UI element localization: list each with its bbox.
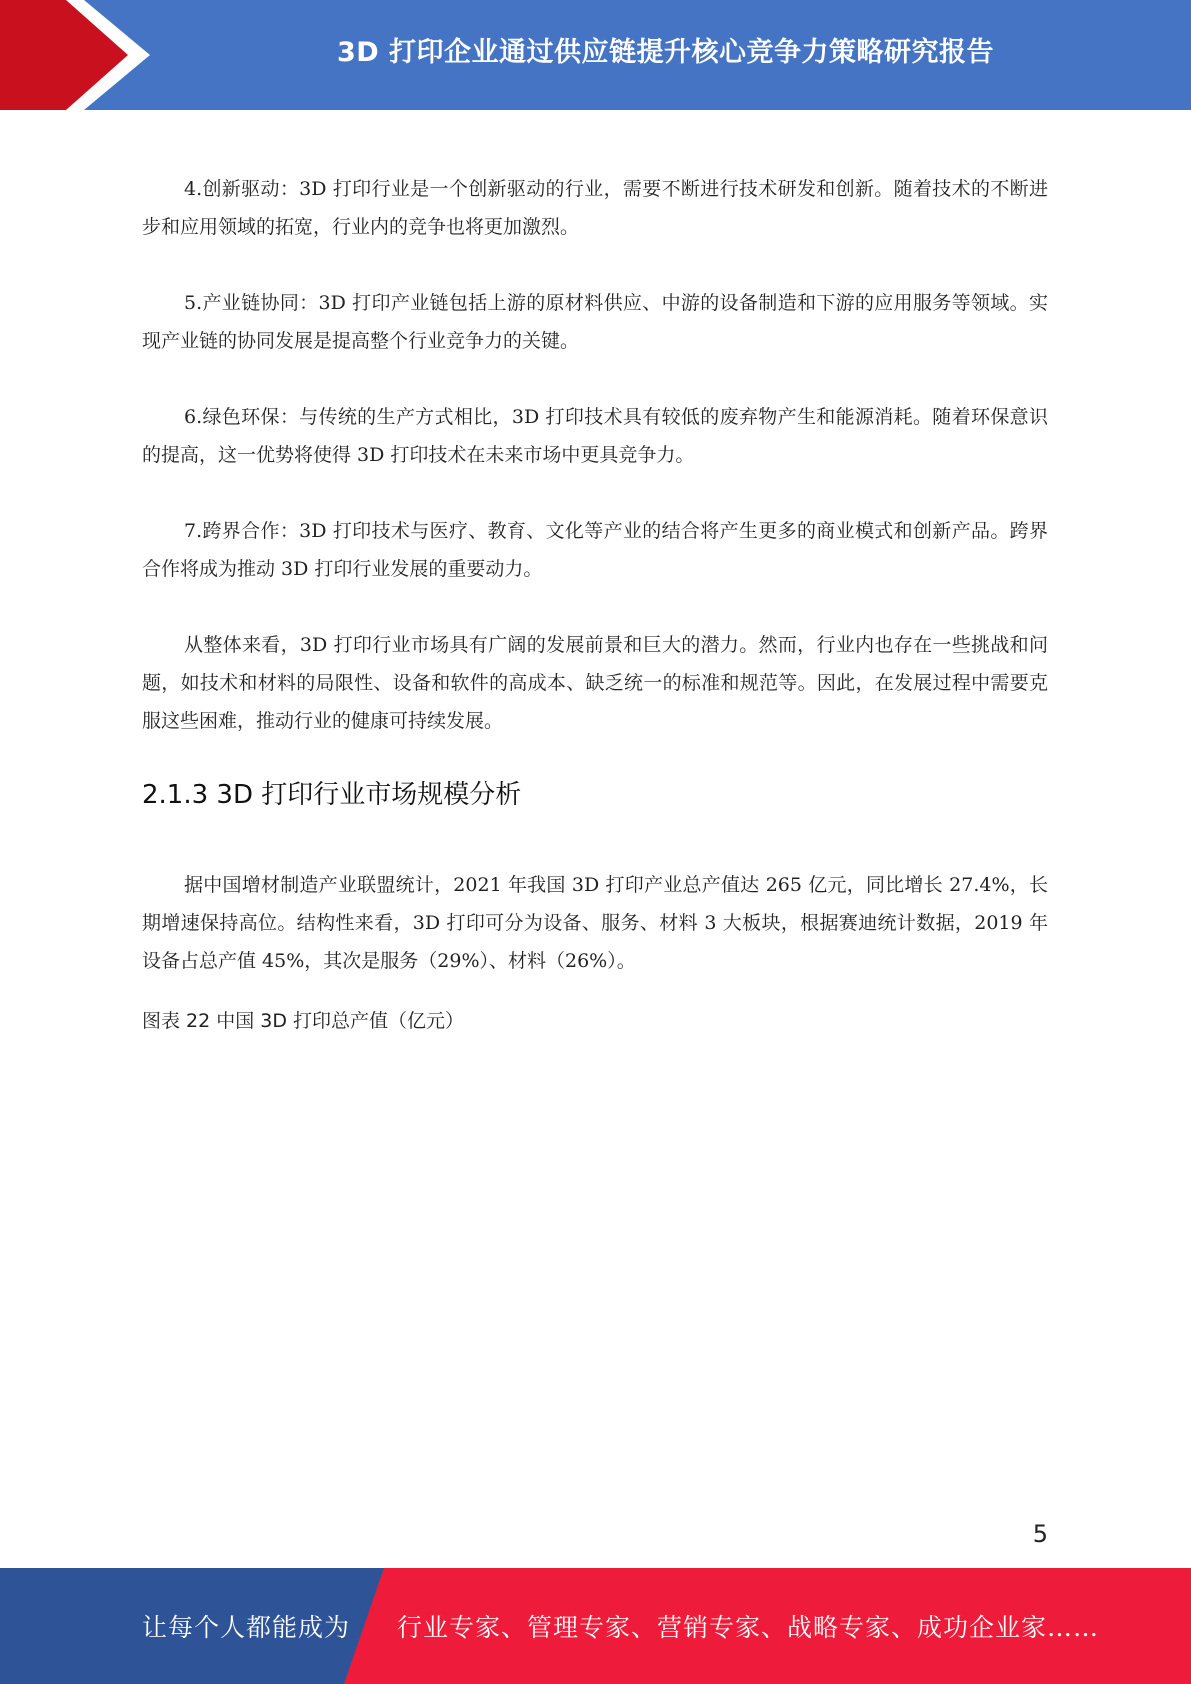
figure-caption: 图表 22 中国 3D 打印总产值（亿元） bbox=[142, 1010, 465, 1032]
document-body bbox=[142, 170, 1048, 1034]
paragraph-cross-border-cooperation: 7.跨界合作：3D 打印技术与医疗、教育、文化等产业的结合将产生更多的商业模式和创新产品。跨界合作将成为推动 3D 打印行业发展的重要动力。 bbox=[142, 520, 1048, 580]
page-number: 5 bbox=[1032, 1520, 1048, 1548]
footer-slogan-right: 行业专家、管理专家、营销专家、战略专家、成功企业家…… bbox=[397, 1613, 1100, 1642]
section-heading: 2.1.3 3D 打印行业市场规模分析 bbox=[142, 780, 522, 810]
footer-slogan-left: 让每个人都能成为 bbox=[142, 1613, 351, 1642]
paragraph-innovation-driven: 4.创新驱动：3D 打印行业是一个创新驱动的行业，需要不断进行技术研发和创新。随着技术的不断进步和应用领域的拓宽，行业内的竞争也将更加激烈。 bbox=[142, 178, 1048, 238]
paragraph-green-environment: 6.绿色环保：与传统的生产方式相比，3D 打印技术具有较低的废弃物产生和能源消耗。随着环保意识的提高，这一优势将使得 3D 打印技术在未来市场中更具竞争力。 bbox=[142, 406, 1048, 466]
paragraph-overall-outlook: 从整体来看，3D 打印行业市场具有广阔的发展前景和巨大的潜力。然而，行业内也存在一些挑战和问题，如技术和材料的局限性、设备和软件的高成本、缺乏统一的标准和规范等。因此，在发展过程中需要克服这些困难，推动行业的健康可持续发展。 bbox=[142, 634, 1048, 732]
report-title: 3D 打印企业通过供应链提升核心竞争力策略研究报告 bbox=[336, 36, 995, 68]
page-header bbox=[0, 0, 1191, 110]
paragraph-market-size: 据中国增材制造产业联盟统计，2021 年我国 3D 打印产业总产值达 265 亿元，同比增长 27.4%，长期增速保持高位。结构性来看，3D 打印可分为设备、服务、材料 3 大板块，根据赛迪统计数据，2019 年设备占总产值 45%，其次是服务（29%）、材料（26%）。 bbox=[142, 874, 1048, 972]
paragraph-industry-chain-synergy: 5.产业链协同：3D 打印产业链包括上游的原材料供应、中游的设备制造和下游的应用服务等领域。实现产业链的协同发展是提高整个行业竞争力的关键。 bbox=[142, 292, 1048, 352]
page-footer bbox=[0, 1568, 1191, 1684]
